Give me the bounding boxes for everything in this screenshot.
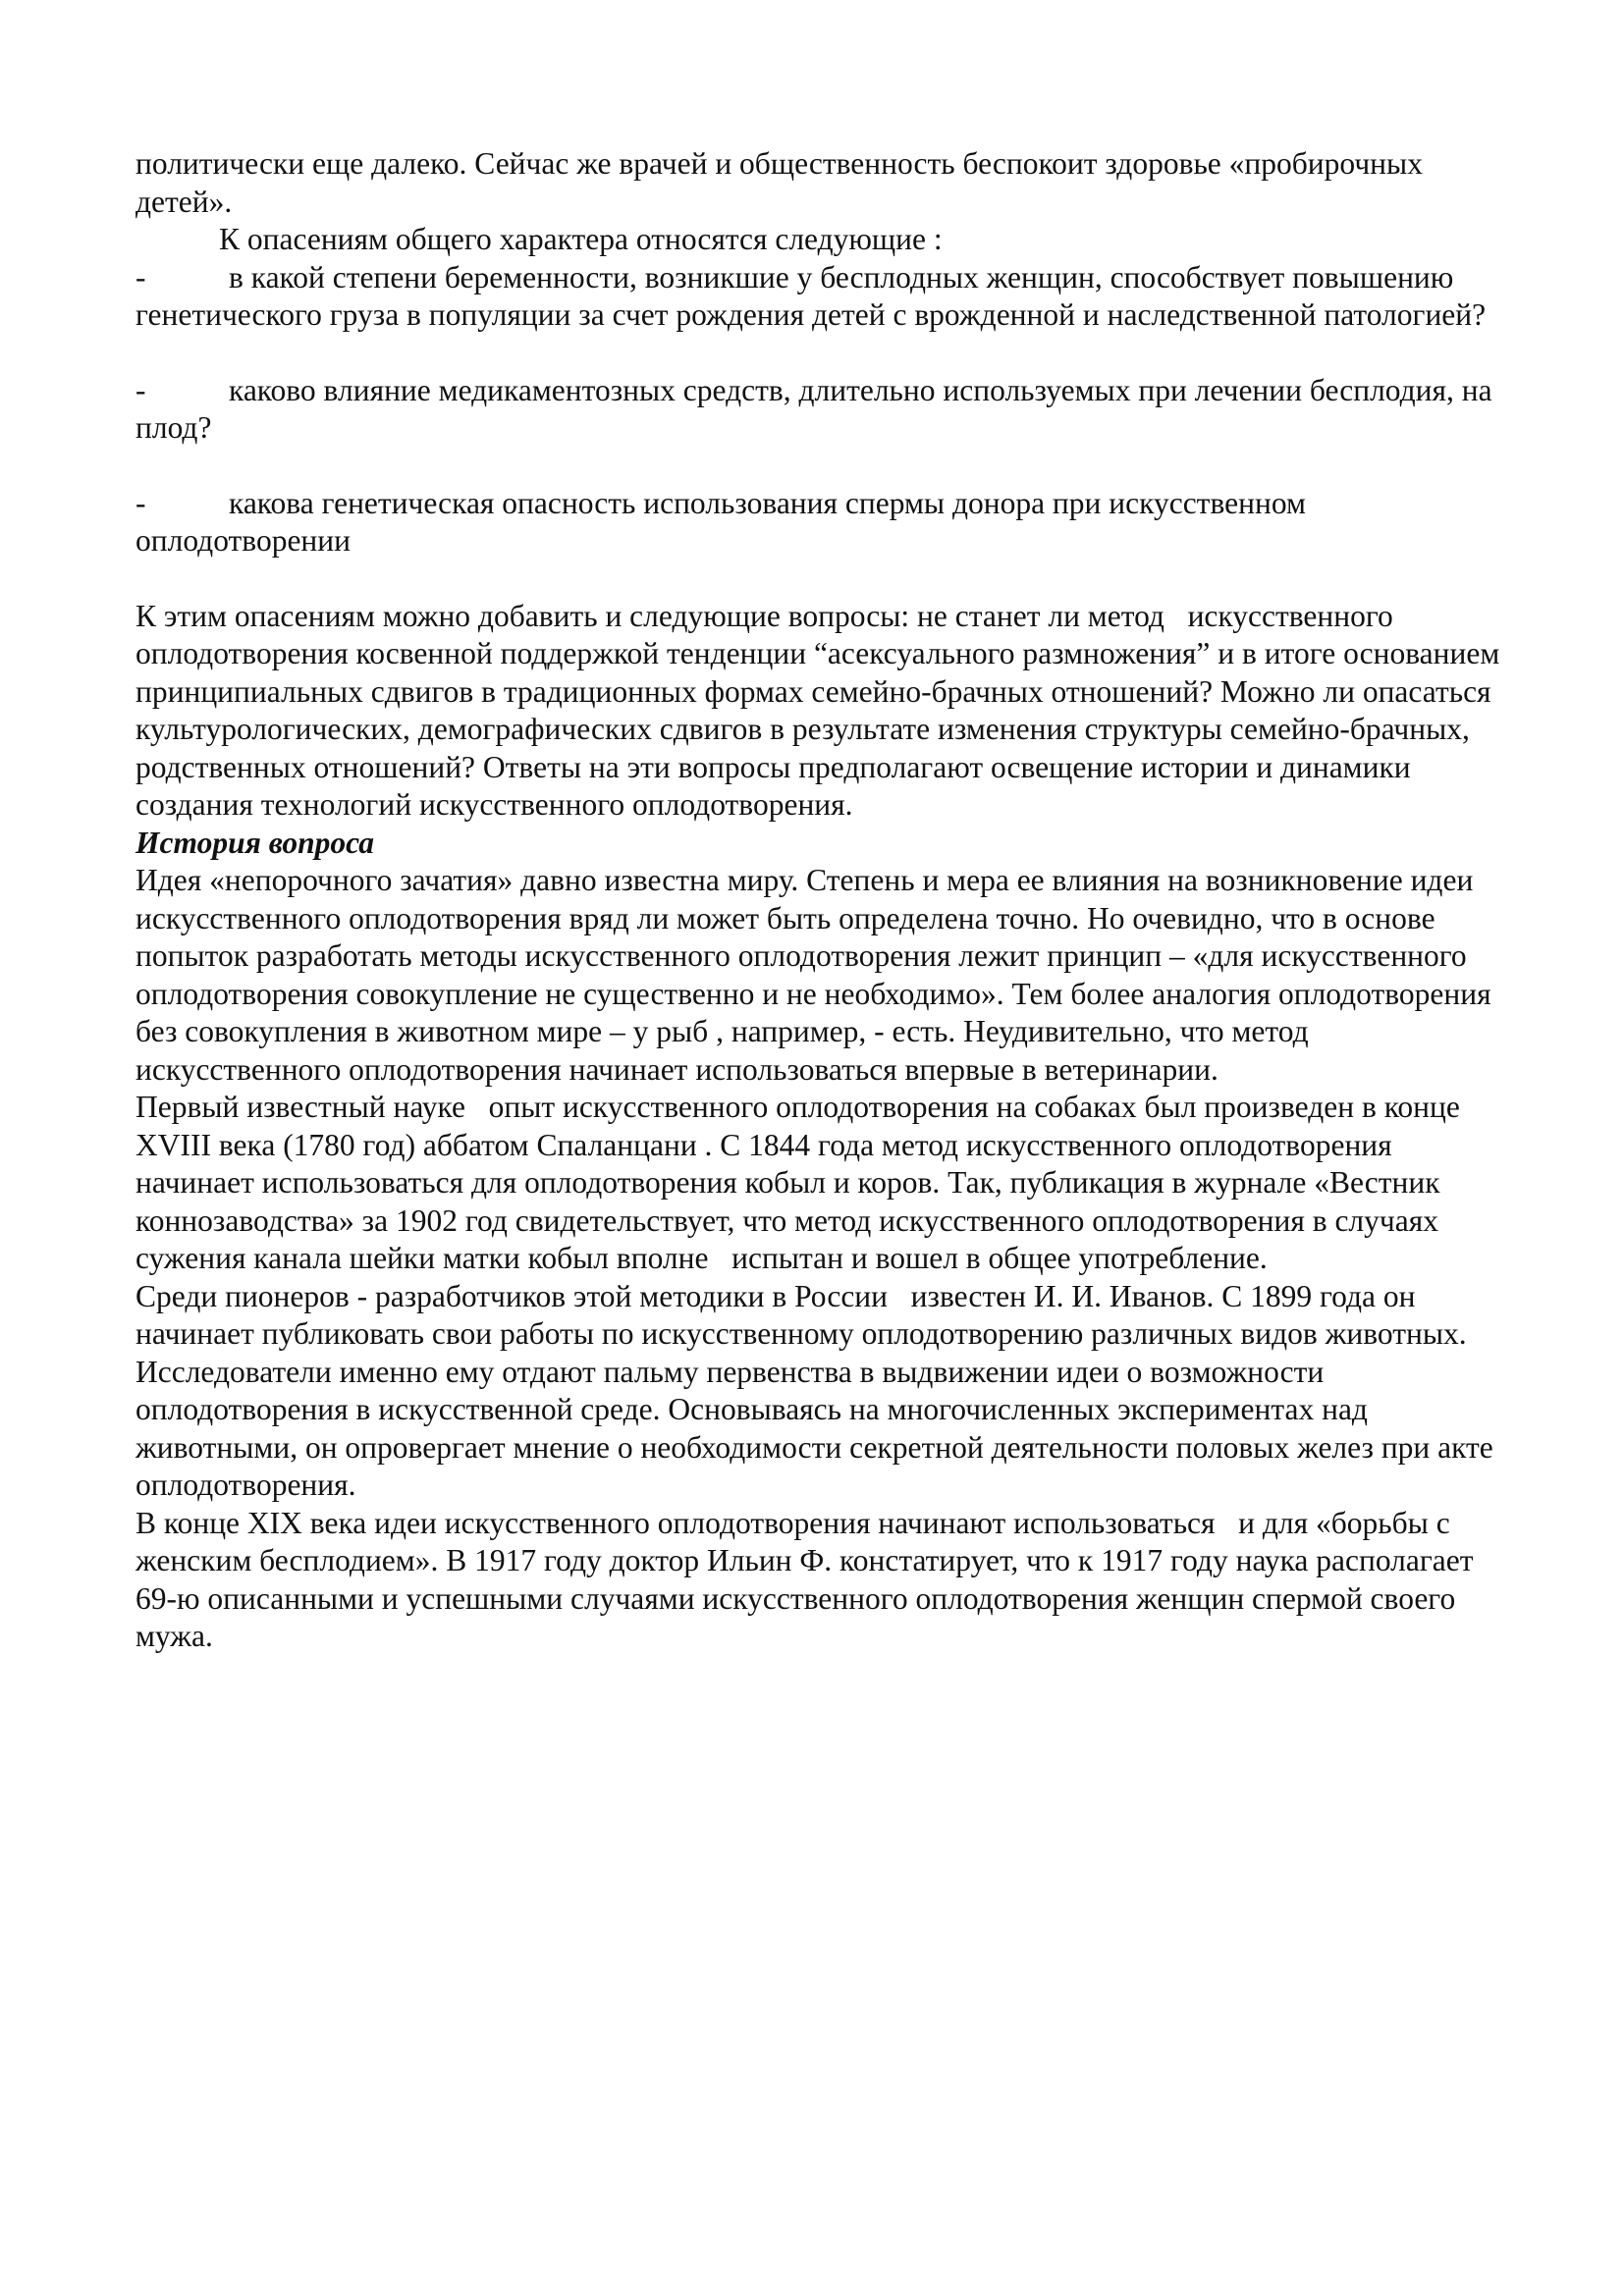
additional-questions-paragraph: К этим опасениям можно добавить и следующие вопросы: не станет ли метод искусственного оплодотворения косвенной поддержкой тенденции “асексуального размножения” и в итоге основанием принципиальных сдвигов в традиционных формах семейно-брачных отношений? Можно ли опасаться культурологических, демографических сдвигов в результате изменения структуры семейно-брачных, родственных отношений? Ответы на эти вопросы предполагают освещение истории и динамики создания технологий искусственного оплодотворения. [135,598,1508,822]
section-heading: История вопроса [135,825,375,860]
bullet-marker: - [135,485,146,520]
history-paragraph: Первый известный науке опыт искусственного оплодотворения на собаках был произведен в конце XVIII века (1780 год) аббатом Спаланцани . С 1844 года метод искусственного оплодотворения начинает использоваться для оплодотворения кобыл и коров. Так, публикация в журнале «Вестник коннозаводства» за 1902 год свидетельствует, что метод искусственного оплодотворения в случаях сужения канала шейки матки кобыл вполне испытан и вошел в общее употребление. [135,1090,1468,1275]
history-paragraph: В конце XIX века идеи искусственного оплодотворения начинают использоваться и для «борьбы с женским бесплодием». В 1917 году доктор Ильин Ф. констатирует, что к 1917 году наука располагает 69-ю описанными и успешными случаями искусственного оплодотворения женщин спермой своего мужа. [135,1505,1482,1653]
bullet-item [135,485,1510,561]
history-paragraph: Среди пионеров - разработчиков этой методики в России известен И. И. Иванов. С 1899 года он начинает публиковать свои работы по искусственному оплодотворению различных видов животных. Исследователи именно ему отдают пальму первенства в выдвижении идеи о возможности оплодотворения в искусственной среде. Основываясь на многочисленных экспериментах над животными, он опровергает мнение о необходимости секретной деятельности половых желез при акте оплодотворения. [135,1278,1501,1502]
bullet-marker: - [135,372,146,407]
bullet-marker: - [135,259,146,294]
bullet-text: каково влияние медикаментозных средств, длительно используемых при лечении бесплодия, на плод? [135,372,1492,445]
intro-paragraph: политически еще далеко. Сейчас же врачей и общественность беспокоит здоровье «пробирочных детей». [135,146,1431,219]
bullet-text: в какой степени беременности, возникшие у бесплодных женщин, способствует повышению генетического груза в популяции за счет рождения детей с врожденной и наследственной патологией? [135,259,1487,332]
bullet-item [135,259,1510,335]
document-page [135,145,1510,1656]
concerns-intro: К опасениям общего характера относятся следующие : [219,222,943,256]
bullet-text: какова генетическая опасность использования спермы донора при искусственном оплодотворении [135,485,1306,558]
bullet-item [135,372,1510,448]
history-paragraph: Идея «непорочного зачатия» давно известна миру. Степень и мера ее влияния на возникновение идеи искусственного оплодотворения вряд ли может быть определена точно. Но очевидно, что в основе попыток разработать методы искусственного оплодотворения лежит принцип – «для искусственного оплодотворения совокупление не существенно и не необходимо». Тем более аналогия оплодотворения без совокупления в животном мире – у рыб , например, - есть. Неудивительно, что метод искусственного оплодотворения начинает использоваться впервые в ветеринарии. [135,863,1499,1087]
